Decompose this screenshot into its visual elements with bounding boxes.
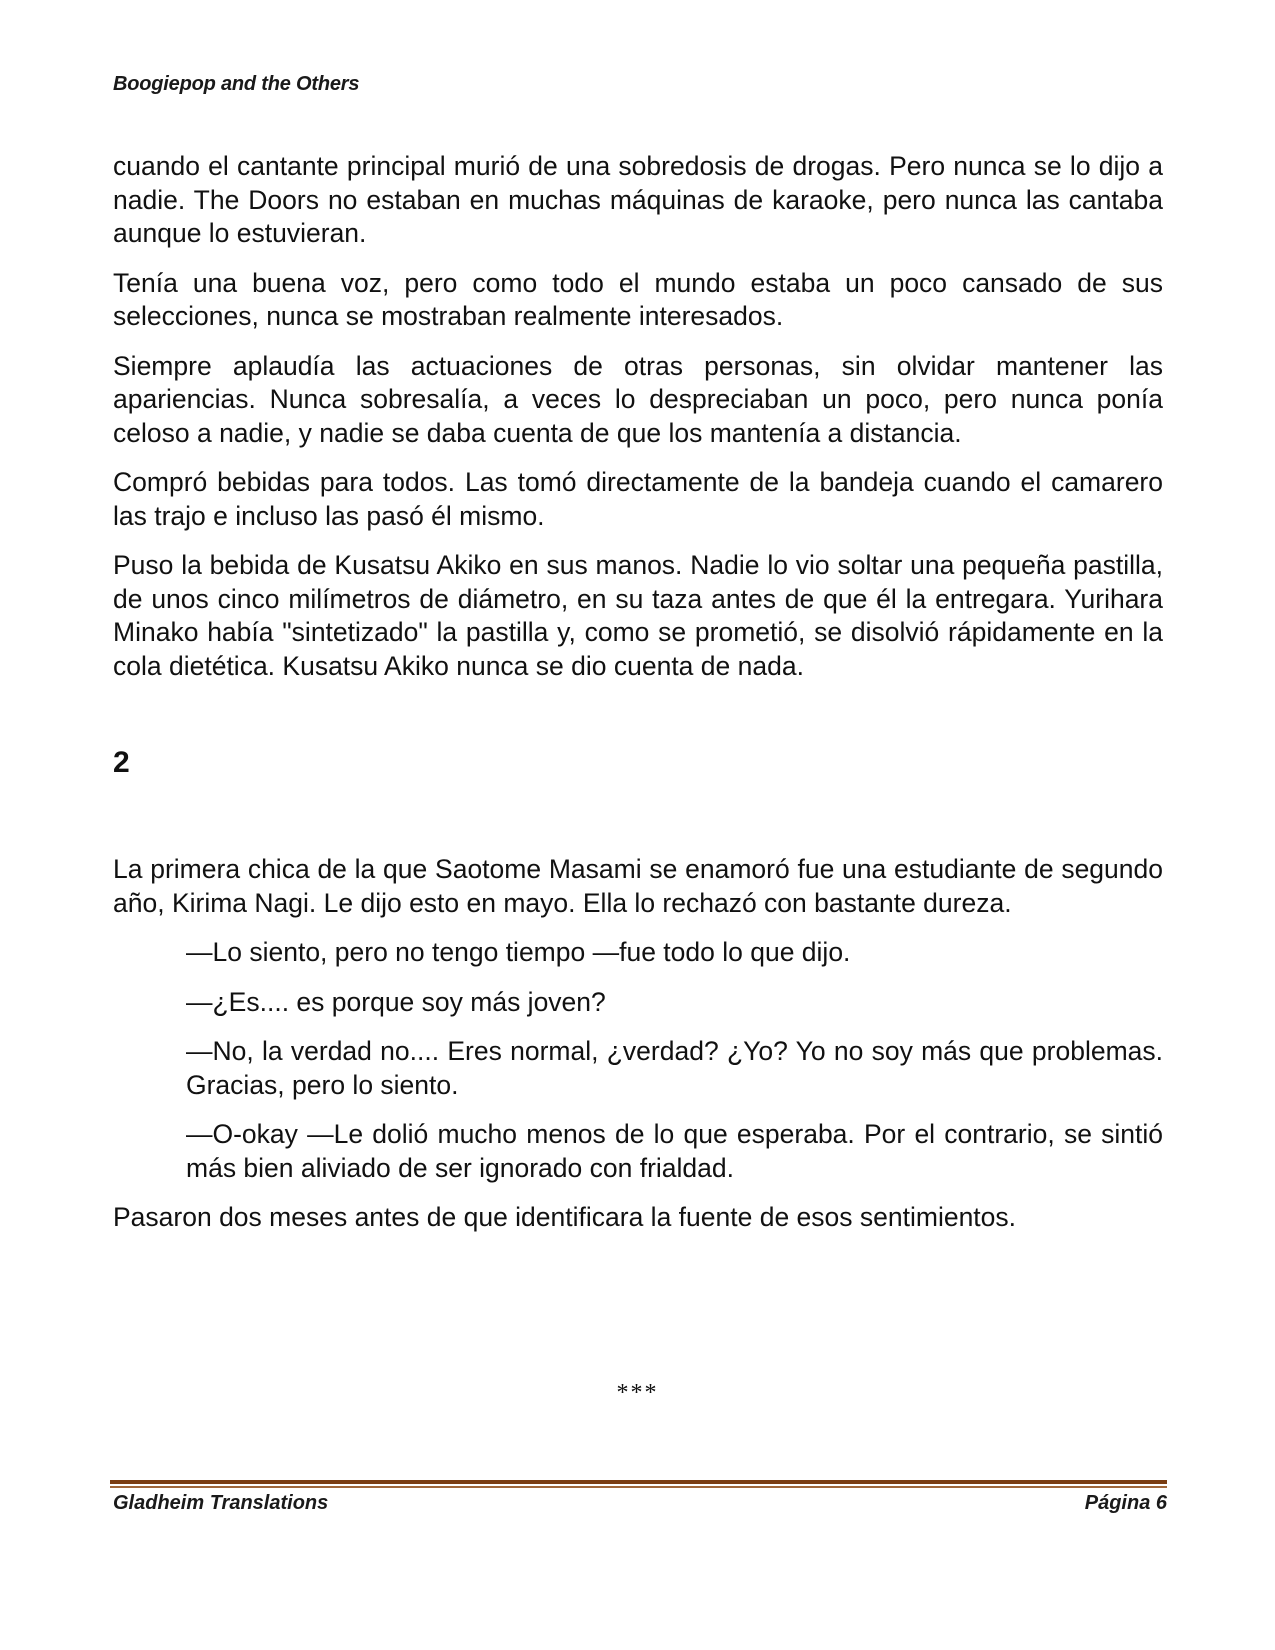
dialogue-line: —O-okay —Le dolió mucho menos de lo que esperaba. Por el contrario, se sintió más bien aliviado de ser ignorado con frialdad. — [186, 1119, 1163, 1183]
body-paragraph: Compró bebidas para todos. Las tomó directamente de la bandeja cuando el camarero las trajo e incluso las pasó él mismo. — [113, 467, 1163, 531]
dialogue-line: —No, la verdad no.... Eres normal, ¿verdad? ¿Yo? Yo no soy más que problemas. Gracias, pero lo siento. — [186, 1036, 1163, 1100]
scene-break: *** — [616, 1380, 659, 1406]
chapter-number: 2 — [113, 746, 130, 779]
footer-divider-thin — [110, 1486, 1167, 1488]
page-body — [113, 150, 1163, 1251]
footer-divider-thick — [110, 1480, 1167, 1484]
closing-paragraph: Pasaron dos meses antes de que identificara la fuente de esos sentimientos. — [113, 1202, 1017, 1232]
footer-page-number: Página 6 — [1084, 1492, 1167, 1514]
body-paragraph: Tenía una buena voz, pero como todo el mundo estaba un poco cansado de sus selecciones, nunca se mostraban realmente interesados. — [113, 267, 1163, 331]
body-paragraph: Siempre aplaudía las actuaciones de otras personas, sin olvidar mantener las apariencias. Nunca sobresalía, a veces lo despreciaban un poco, pero nunca ponía celoso a nadie, y nadie se daba cuenta de que los mantenía a distancia. — [113, 350, 1163, 448]
dialogue-line: —¿Es.... es porque soy más joven? — [186, 986, 606, 1017]
body-paragraph: Puso la bebida de Kusatsu Akiko en sus manos. Nadie lo vio soltar una pequeña pastilla, de unos cinco milímetros de diámetro, en su taza antes de que él la entregara. Yurihara Minako había "sintetizado" la pastilla y, como se prometió, se disolvió rápidamente en la cola dietética. Kusatsu Akiko nunca se dio cuenta de nada. — [113, 550, 1163, 681]
footer-publisher: Gladheim Translations — [113, 1492, 329, 1514]
dialogue-line: —Lo siento, pero no tengo tiempo —fue todo lo que dijo. — [186, 937, 851, 967]
body-paragraph: cuando el cantante principal murió de una sobredosis de drogas. Pero nunca se lo dijo a nadie. The Doors no estaban en muchas máquinas de karaoke, pero nunca las cantaba aunque lo estuvieran. — [113, 151, 1163, 248]
running-header-title: Boogiepop and the Others — [113, 73, 360, 95]
footer-divider — [110, 1480, 1167, 1488]
body-paragraph: La primera chica de la que Saotome Masami se enamoró fue una estudiante de segundo año, Kirima Nagi. Le dijo esto en mayo. Ella lo rechazó con bastante dureza. — [113, 854, 1163, 918]
